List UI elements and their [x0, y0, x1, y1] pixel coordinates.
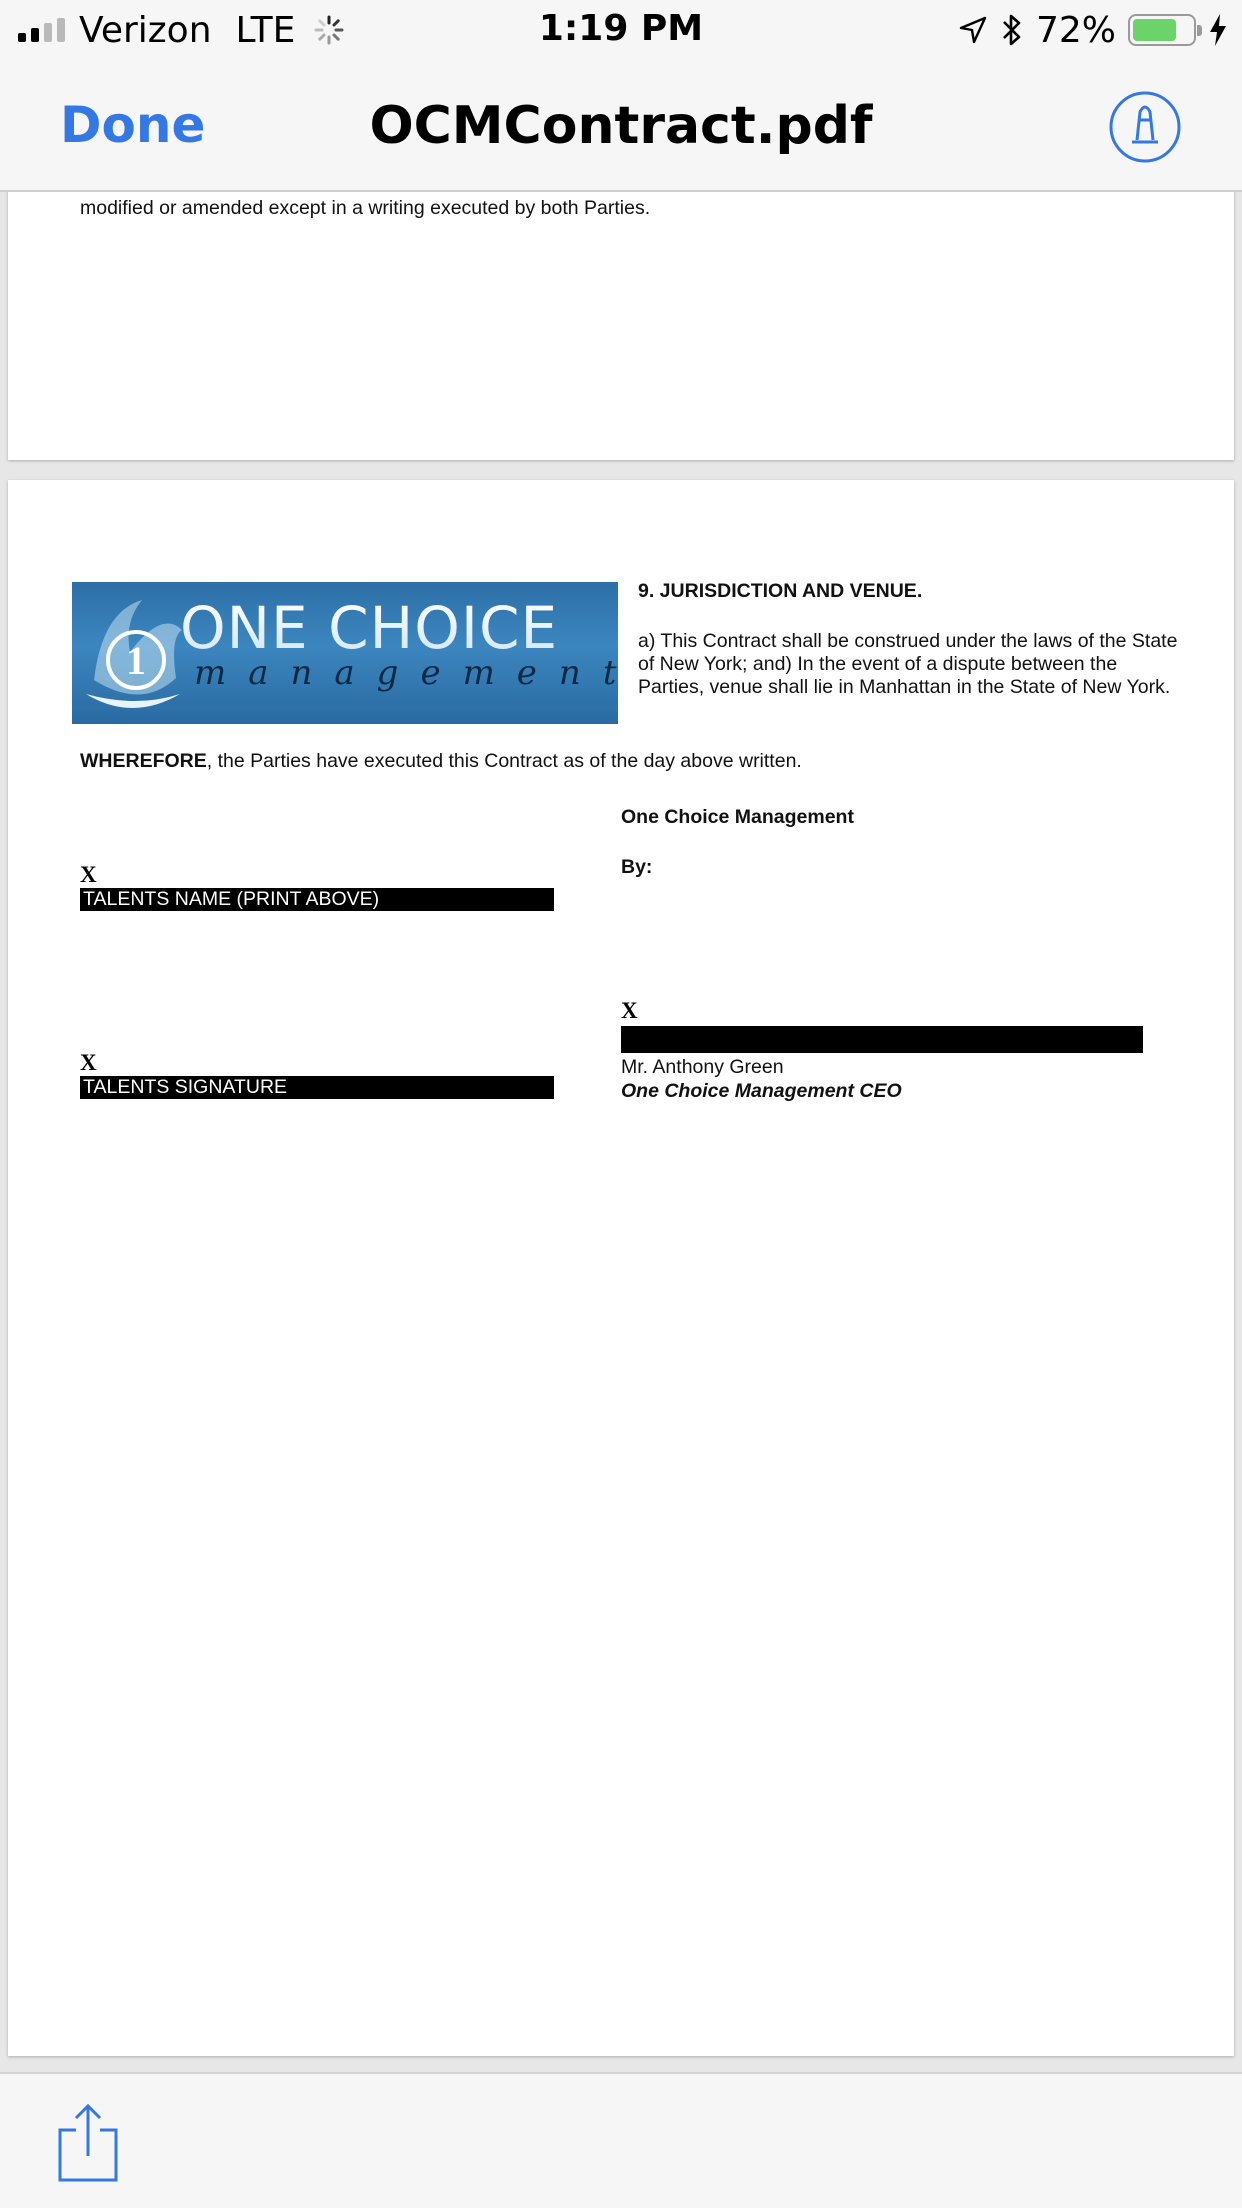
status-bar: [0, 0, 1242, 60]
share-icon[interactable]: [56, 2100, 120, 2184]
battery-level-fill: [1133, 19, 1176, 41]
battery-icon: [1128, 14, 1196, 46]
section-heading: 9. JURISDICTION AND VENUE.: [638, 580, 923, 602]
company-name-label: One Choice Management: [621, 806, 854, 828]
talent-name-x-mark: X: [80, 862, 97, 887]
ceo-signature-line: [621, 1026, 1143, 1053]
location-arrow-icon: [958, 15, 988, 45]
logo-title: ONE CHOICE: [180, 594, 559, 662]
document-title: OCMContract.pdf: [369, 96, 873, 156]
entire-agreement-text: modified or amended except in a writing executed by both Parties.: [80, 197, 651, 219]
logo-numeral: 1: [126, 638, 146, 683]
charging-bolt-icon: [1208, 13, 1228, 47]
ceo-title: One Choice Management CEO: [621, 1080, 902, 1102]
carrier-name: Verizon: [79, 9, 212, 51]
talent-signature-line: TALENTS SIGNATURE: [80, 1076, 554, 1099]
logo-subtitle: management: [194, 653, 639, 693]
by-label: By:: [621, 856, 653, 878]
navigation-bar: [0, 60, 1242, 192]
battery-percent: 72%: [1035, 9, 1116, 51]
network-type: LTE: [235, 9, 296, 51]
status-time: 1:19 PM: [538, 8, 704, 49]
pdf-page-9: [8, 480, 1234, 2056]
markup-pen-icon[interactable]: [1108, 90, 1182, 164]
bluetooth-icon: [1000, 12, 1024, 48]
ceo-name: Mr. Anthony Green: [621, 1056, 784, 1078]
jurisdiction-text: a) This Contract shall be construed under the laws of the State of New York; and) In the event of a dispute between the Parties, venue shall lie in Manhattan in the State of New York.: [638, 630, 1178, 698]
pdf-viewer[interactable]: [0, 192, 1242, 2072]
bottom-toolbar: [0, 2072, 1242, 2208]
wherefore-text: , the Parties have executed this Contract as of the day above written.: [206, 750, 802, 772]
done-button[interactable]: Done: [60, 96, 206, 154]
wherefore-clause: [80, 750, 1180, 773]
status-right: [958, 8, 1228, 52]
ceo-signature-x-mark: X: [621, 998, 638, 1023]
talent-name-line: TALENTS NAME (PRINT ABOVE): [80, 888, 554, 911]
talent-signature-x-mark: X: [80, 1050, 97, 1075]
company-logo: [72, 582, 639, 724]
wherefore-bold: WHEREFORE: [80, 750, 207, 772]
